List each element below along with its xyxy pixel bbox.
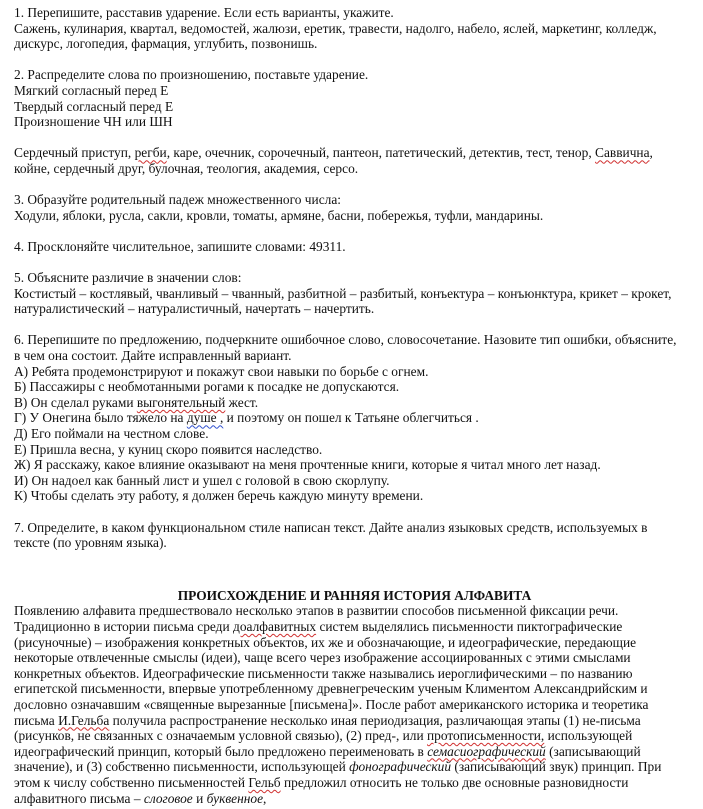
task-7-heading-2: тексте (по уровням языка). bbox=[14, 535, 167, 551]
text-run: систем выделялись письменности пиктографические bbox=[316, 618, 623, 634]
task-2-words-line-1 bbox=[14, 145, 695, 161]
text-run: использующей bbox=[544, 728, 633, 744]
text-run: , каре, очечник, сорочечный, пантеон, патетический, детектив, тест, тенор, bbox=[166, 145, 596, 161]
text-run: (записывающий bbox=[545, 743, 641, 759]
text-run: и поэтому он пошел к Татьяне облегчиться . bbox=[223, 410, 479, 426]
task-6-heading-1: 6. Перепишите по предложению, подчеркните ошибочное слово, словосочетание. Назовите тип ошибки, объясните, bbox=[14, 332, 677, 348]
task-6-item-v bbox=[14, 395, 695, 411]
article-line bbox=[14, 744, 695, 760]
task-5 bbox=[14, 270, 695, 317]
task-2-category-soft: Мягкий согласный перед Е bbox=[14, 82, 169, 98]
task-5-words-line-1: Костистый – костлявый, чванливый – чванный, разбитной – разбитый, конъектура – конъюнктура, крикет – крокет, bbox=[14, 285, 672, 301]
article-title: ПРОИСХОЖДЕНИЕ И РАННЯЯ ИСТОРИЯ АЛФАВИТА bbox=[177, 587, 532, 603]
italic-term: фонографический bbox=[349, 759, 452, 775]
article-line: египетской письменности, впервые употребленному древнегреческим ученым Климентом Александрийским и bbox=[14, 681, 648, 697]
text-run: этом к числу собственно письменностей bbox=[14, 774, 249, 790]
task-5-words-line-2: натуралистический – натуралистичный, начертать – начертить. bbox=[14, 301, 375, 317]
spellcheck-error-word[interactable]: регби bbox=[134, 145, 167, 161]
task-3 bbox=[14, 192, 695, 223]
text-run: алфавитного письма – bbox=[14, 790, 144, 806]
article bbox=[14, 588, 695, 806]
task-7 bbox=[14, 520, 695, 551]
article-line: дословно означавшим «священные вырезанные [письмена]». После работ американского историка и теоретика bbox=[14, 696, 649, 712]
text-run: (рисунков, не связанных с означаемым условной связью), (2) пред-, или bbox=[14, 728, 427, 744]
task-2-heading: 2. Распределите слова по произношению, поставьте ударение. bbox=[14, 67, 369, 83]
task-3-heading: 3. Образуйте родительный падеж множественного числа: bbox=[14, 192, 341, 208]
task-4 bbox=[14, 239, 695, 255]
article-line bbox=[14, 728, 695, 744]
task-6-item-a: А) Ребята продемонстрируют и покажут свои навыки по борьбе с огнем. bbox=[14, 363, 429, 379]
task-1-words-line-1: Сажень, кулинария, квартал, ведомостей, жалюзи, еретик, травести, надолго, набело, яслей, маркетинг, колледж, bbox=[14, 20, 657, 36]
article-line: некоторые отвлеченные смыслы (идеи), чаще всего через изображение ассоциированных с этими смыслами bbox=[14, 650, 631, 666]
text-run: , bbox=[263, 790, 267, 806]
text-run: значение), и (3) собственно письменности, использующей bbox=[14, 759, 350, 775]
task-1-words-line-2: дискурс, логопедия, фармация, углубить, позвонишь. bbox=[14, 36, 318, 52]
task-6-item-k: К) Чтобы сделать эту работу, я должен беречь каждую минуту времени. bbox=[14, 488, 424, 504]
text-run: получила распространение несколько иная периодизация, различающая этапы (1) не-письма bbox=[109, 712, 641, 728]
article-line bbox=[14, 759, 695, 775]
task-3-words: Ходули, яблоки, русла, сакли, кровли, томаты, армяне, басни, побережья, туфли, мандарины. bbox=[14, 207, 544, 223]
grammar-error-word[interactable]: душе , bbox=[186, 410, 224, 426]
task-6-item-i: И) Он надоел как банный лист и ушел с головой в свою скорлупу. bbox=[14, 472, 390, 488]
task-6-item-b: Б) Пассажиры с необмотанными рогами к посадке не допускаются. bbox=[14, 379, 400, 395]
text-run: идеографический принцип, который было предложено переименовать в bbox=[14, 743, 428, 759]
spellcheck-error-word[interactable]: И.Гельба bbox=[58, 712, 110, 728]
spellcheck-error-word[interactable]: Гельб bbox=[248, 774, 281, 790]
text-run: Традиционно в истории письма среди bbox=[14, 618, 234, 634]
spellcheck-error-word[interactable]: Саввична bbox=[595, 145, 650, 161]
text-run: , bbox=[649, 145, 653, 161]
article-line: конкретных объектов. Идеографические письменности также назывались иероглифическими – по названию bbox=[14, 665, 633, 681]
task-6-item-zh: Ж) Я расскажу, какое влияние оказывают на меня прочтенные книги, которые я читал много лет назад. bbox=[14, 457, 601, 473]
italic-term: слоговое bbox=[143, 790, 193, 806]
text-run: и bbox=[192, 790, 207, 806]
task-2-category-hard: Твердый согласный перед Е bbox=[14, 98, 174, 114]
text-run: Сердечный приступ, bbox=[14, 145, 135, 161]
text-run: (записывающий звук) принцип. При bbox=[451, 759, 662, 775]
article-line bbox=[14, 775, 695, 791]
task-6-heading-2: в чем она состоит. Дайте исправленный вариант. bbox=[14, 348, 292, 364]
text-run: письма bbox=[14, 712, 59, 728]
task-2-words-line-2: койне, сердечный друг, булочная, теология, академия, серсо. bbox=[14, 160, 359, 176]
article-line: Появлению алфавита предшествовало несколько этапов в развитии способов письменной фиксации речи. bbox=[14, 603, 619, 619]
task-2 bbox=[14, 67, 695, 176]
task-6-item-g bbox=[14, 410, 695, 426]
task-1-heading: 1. Перепишите, расставив ударение. Если есть варианты, укажите. bbox=[14, 5, 394, 20]
task-2-category-chn-shn: Произношение ЧН или ШН bbox=[14, 114, 173, 130]
task-6 bbox=[14, 332, 695, 504]
task-5-heading: 5. Объясните различие в значении слов: bbox=[14, 270, 242, 286]
article-line bbox=[14, 791, 695, 807]
spellcheck-error-word[interactable]: выгонятельный bbox=[136, 394, 226, 410]
spellcheck-error-word[interactable]: семасиографический bbox=[427, 743, 546, 759]
article-line bbox=[14, 619, 695, 635]
task-7-heading-1: 7. Определите, в каком функциональном стиле написан текст. Дайте анализ языковых средств, используемых в bbox=[14, 519, 648, 535]
spellcheck-error-word[interactable]: доалфавитных bbox=[233, 618, 317, 634]
task-1 bbox=[14, 5, 695, 52]
text-run: предложил относить не только две основные разновидности bbox=[280, 774, 629, 790]
task-6-item-e: Е) Пришла весна, у куниц скоро появится наследство. bbox=[14, 441, 323, 457]
spellcheck-error-word[interactable]: протописьменности, bbox=[427, 728, 545, 744]
italic-term: буквенное bbox=[206, 790, 264, 806]
task-6-item-d: Д) Его поймали на честном слове. bbox=[14, 426, 209, 442]
article-line bbox=[14, 713, 695, 729]
article-line: (рисуночные) – изображения конкретных объектов, их же и обозначающие, и идеографические, передающие bbox=[14, 634, 637, 650]
text-run: жест. bbox=[225, 394, 259, 410]
task-4-heading: 4. Просклоняйте числительное, запишите словами: 49311. bbox=[14, 238, 346, 254]
text-run: Г) У Онегина было тяжело на bbox=[14, 410, 187, 426]
text-run: В) Он сделал руками bbox=[14, 394, 137, 410]
